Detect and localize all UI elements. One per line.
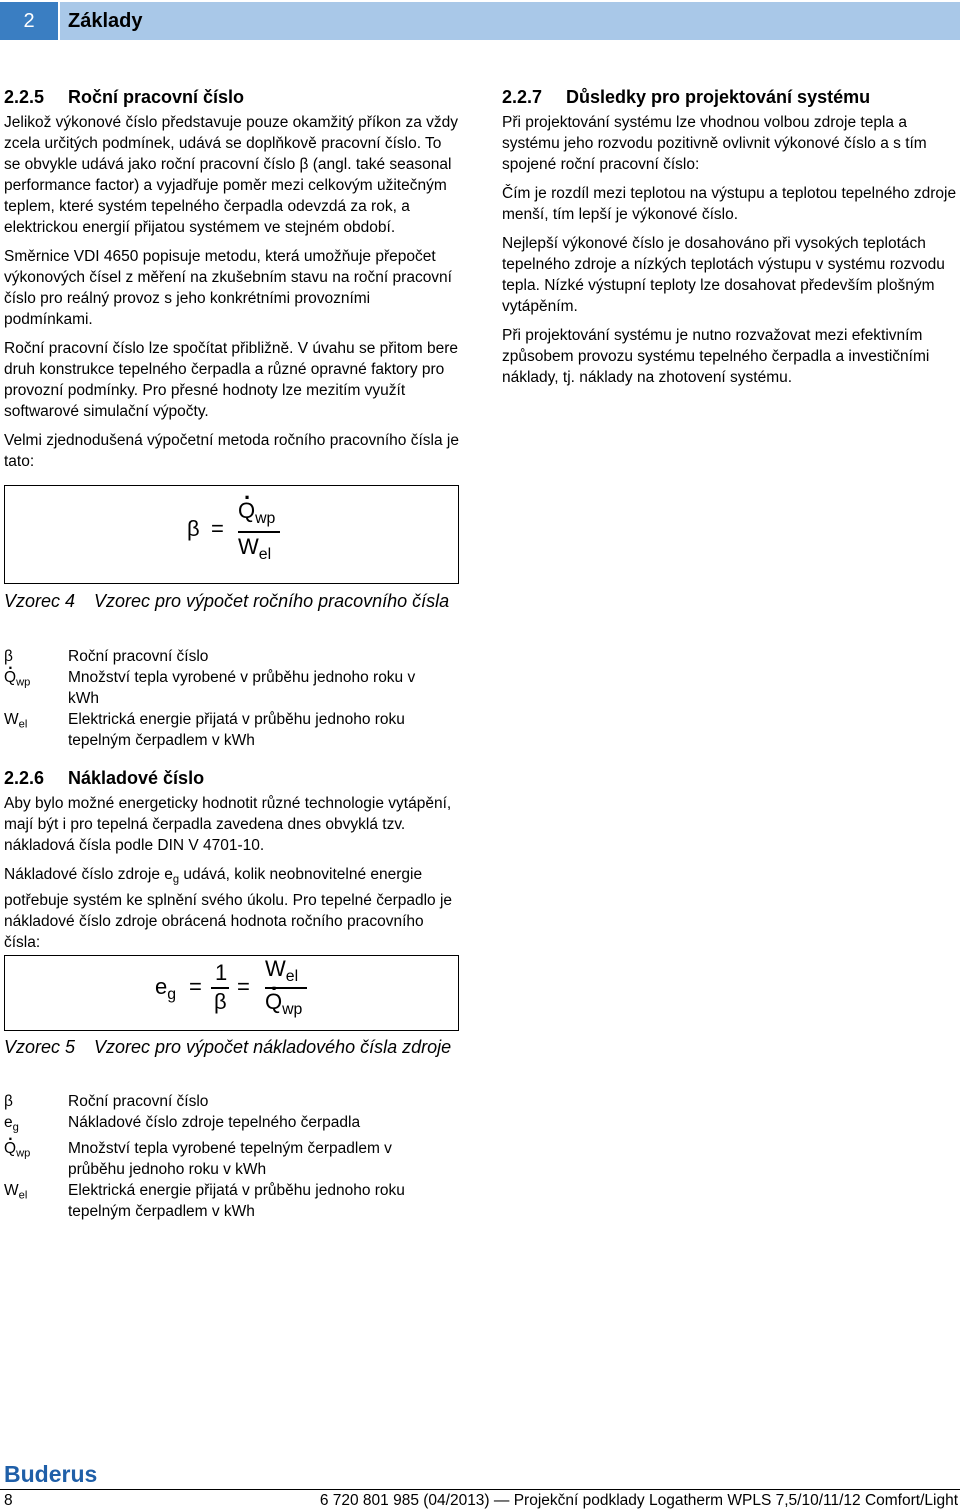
- logo-text: Buderus: [4, 1462, 98, 1486]
- section-2-2-6: [4, 767, 460, 961]
- formula-4-box: [4, 485, 459, 584]
- formula-numerator: . $Q_{wp}$: [238, 498, 275, 528]
- legend-row: [4, 709, 464, 751]
- paragraph: Nákladové číslo zdroje $e_g$ udává, kolik neobnovitelné energie potřebuje systém ke splnění svého úkolu. Pro tepelné čerpadlo je nákladové číslo zdroje obrácená hodnota ročního pracovního čísla:: [4, 866, 453, 952]
- legend-symbol: . $Q_{wp}$: [4, 1138, 68, 1180]
- legend-symbol: β: [4, 648, 13, 665]
- page-number: 8: [4, 1492, 13, 1509]
- paragraph: Jelikož výkonové číslo představuje pouze okamžitý příkon za vždy zcela určitých podmínek, udává se doplňkově pracovní číslo. To se obvykle udává jako roční pracovní číslo β (angl. také seasonal performance factor) a vyjadřuje poměr mezi celkovým užitečným teplem, které systém tepelného čerpadla odevzdá za rok, a elektrickou energií přijatou systémem ve stejném období.: [4, 114, 459, 236]
- legend-symbol: . $Q_{wp}$: [4, 667, 68, 709]
- document-id: 6 720 801 985 (04/2013) — Projekční podklady Logatherm WPLS 7,5/10/11/12 Comfort/Light: [319, 1492, 958, 1509]
- paragraph: Čím je rozdíl mezi teplotou na výstupu a teplotou tepelného zdroje menší, tím lepší je výkonové číslo.: [502, 185, 957, 223]
- right-column: [502, 86, 960, 396]
- footer-divider: [0, 1489, 960, 1490]
- formula-4-legend: [4, 646, 464, 751]
- paragraph: Velmi zjednodušená výpočetní metoda ročního pracovního čísla je tato:: [4, 432, 459, 470]
- legend-text: Roční pracovní číslo: [68, 648, 209, 665]
- paragraph: Roční pracovní číslo lze spočítat přibližně. V úvahu se přitom bere druh konstrukce tepelného čerpadla a různé opravné faktory pro provozní podmínky. Pro přesné hodnoty lze mezitím využít softwarové simulační výpočty.: [4, 340, 459, 420]
- legend-text: Elektrická energie přijatá v průběhu jednoho roku tepelným čerpadlem v kWh: [68, 711, 405, 749]
- caption-text: Vzorec pro výpočet nákladového čísla zdroje: [94, 1037, 452, 1057]
- legend-row: [4, 1091, 464, 1112]
- formula-denominator: $W_{el}$: [238, 534, 272, 563]
- section-number: 2.2.6: [4, 768, 45, 788]
- legend-symbol: $W_{el}$: [4, 711, 28, 731]
- section-heading-2-2-7: [502, 86, 960, 108]
- legend-symbol: $e_g$: [4, 1114, 19, 1134]
- formula-equals: =: [211, 516, 224, 541]
- legend-symbol: $W_{el}$: [4, 1182, 28, 1202]
- caption-label: Vzorec 5: [4, 1037, 76, 1057]
- legend-text: Roční pracovní číslo: [68, 1093, 209, 1110]
- legend-row: [4, 667, 464, 709]
- section-title: Důsledky pro projektování systému: [566, 87, 871, 107]
- legend-symbol: β: [4, 1093, 13, 1110]
- formula-5-legend: [4, 1091, 464, 1222]
- legend-text: Nákladové číslo zdroje tepelného čerpadla: [68, 1114, 361, 1131]
- section-title: Nákladové číslo: [68, 768, 205, 788]
- section-number: 2.2.7: [502, 87, 543, 107]
- paragraph: Nejlepší výkonové číslo je dosahováno při vysokých teplotách tepelného zdroje a nízkých teplotách výstupu v systému rozvodu tepla. Nízké výstupní teploty lze dosahovat především plošným vytápěním.: [502, 235, 945, 315]
- formula-beta: β: [214, 989, 227, 1014]
- paragraph: Při projektování systému je nutno rozvažovat mezi efektivním způsobem provozu systému tepelného čerpadla a investičními náklady, tj. náklady na zhotovení systému.: [502, 327, 930, 386]
- chapter-title: Základy: [60, 2, 960, 40]
- legend-row: [4, 646, 464, 667]
- section-title: Roční pracovní číslo: [68, 87, 245, 107]
- caption-label: Vzorec 4: [4, 591, 76, 611]
- section-number: 2.2.5: [4, 87, 45, 107]
- paragraph: Při projektování systému lze vhodnou volbou zdroje tepla a systému jeho rozvodu pozitivně ovlivnit výkonové číslo a s tím spojené roční pracovní číslo:: [502, 114, 927, 173]
- legend-text: Množství tepla vyrobené tepelným čerpadlem v průběhu jednoho roku v kWh: [68, 1140, 392, 1179]
- fraction-bar: [238, 531, 280, 533]
- legend-row: [4, 1180, 464, 1222]
- legend-text: Množství tepla vyrobené v průběhu jednoho roku v kWh: [68, 669, 416, 707]
- caption-text: Vzorec pro výpočet ročního pracovního čísla: [94, 591, 450, 611]
- legend-row: [4, 1138, 464, 1180]
- paragraph: Aby bylo možné energeticky hodnotit různé technologie vytápění, mají být i pro tepelná čerpadla zavedena dnes obvyklá tzv. nákladová čísla podle DIN V 4701-10.: [4, 795, 452, 854]
- formula-e: $e_g$: [155, 974, 177, 1003]
- formula-beta: β: [187, 516, 200, 541]
- formula-5-caption: [4, 1036, 454, 1059]
- chapter-header: [0, 0, 960, 42]
- formula-one: 1: [215, 960, 228, 985]
- formula-numerator: $W_{el}$: [265, 956, 299, 985]
- formula-equals: =: [189, 974, 202, 999]
- left-column: [4, 86, 460, 480]
- formula-4-caption: [4, 590, 454, 613]
- formula-5-box: [4, 955, 459, 1031]
- legend-text: Elektrická energie přijatá v průběhu jednoho roku tepelným čerpadlem v kWh: [68, 1182, 405, 1221]
- formula-denominator: . $Q_{wp}$: [265, 989, 302, 1019]
- section-heading-2-2-5: [4, 86, 460, 108]
- legend-row: [4, 1112, 464, 1138]
- chapter-number: 2: [0, 2, 58, 40]
- paragraph: Směrnice VDI 4650 popisuje metodu, která umožňuje přepočet výkonových čísel z měření na zkušebním stavu na roční pracovní číslo pro reálný provoz s jeho konkrétními provozními podmínkami.: [4, 248, 452, 328]
- formula-equals: =: [237, 974, 250, 999]
- section-heading-2-2-6: [4, 767, 460, 789]
- buderus-logo: [4, 1462, 132, 1486]
